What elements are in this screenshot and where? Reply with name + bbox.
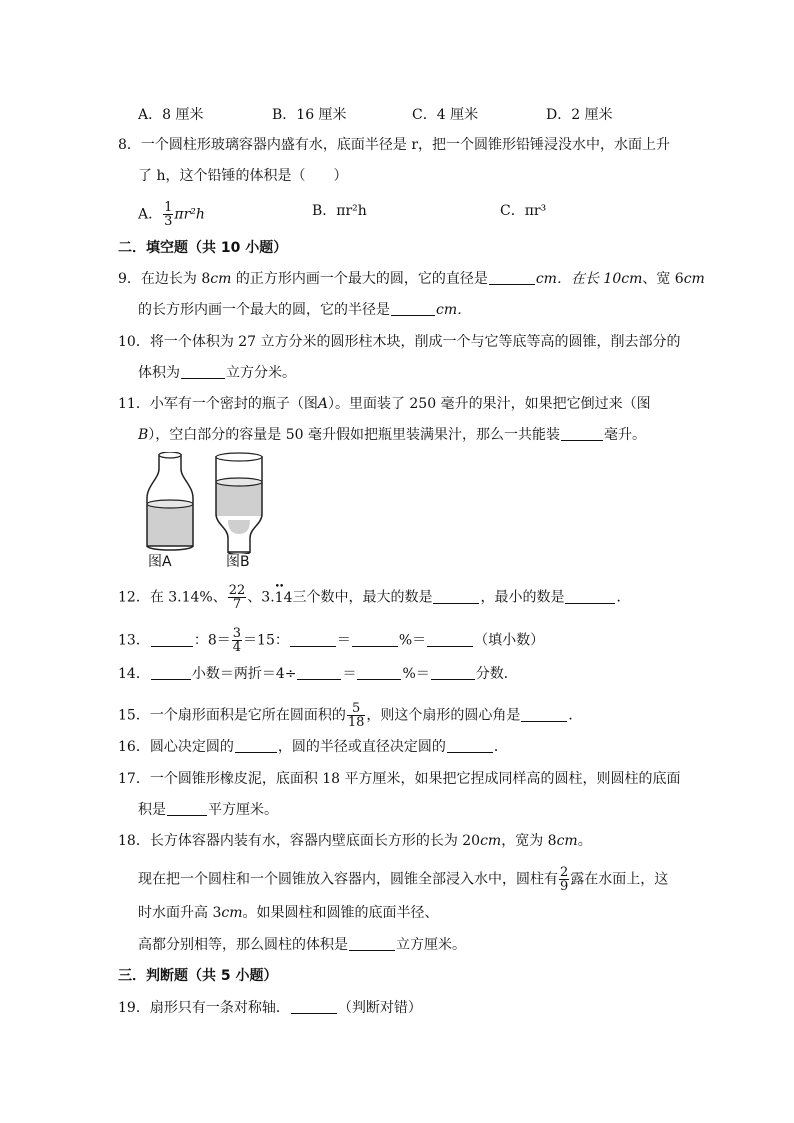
denominator: 9 <box>560 879 569 894</box>
text: （填小数） <box>474 632 545 649</box>
numerator: 5 <box>347 702 366 716</box>
q7-option-c: C．4 厘米 <box>412 107 479 123</box>
figure-a-label: 图A <box>148 554 172 570</box>
text: 平方厘米。 <box>208 802 278 818</box>
text: 的长方形内画一个最大的圆，它的半径是 <box>138 302 390 318</box>
text: 16．圆心决定圆的 <box>118 739 234 755</box>
answer-blank[interactable] <box>447 738 493 753</box>
q11-line1 <box>118 394 651 414</box>
text: 18．长方体容器内装有水，容器内壁底面长方形的长为 20 <box>118 833 481 849</box>
text: cm．在长 10 <box>535 271 622 287</box>
bottle-figure <box>136 452 276 554</box>
text: 15．一个扇形面积是它所在圆面积的 <box>118 707 346 724</box>
text: （判断对错） <box>337 1000 422 1016</box>
q18-line1 <box>118 831 592 851</box>
figure-b-label: 图B <box>226 554 250 570</box>
q8-option-c: C．πr³ <box>500 203 547 219</box>
unit: cm <box>210 271 232 287</box>
q18-line3 <box>138 903 438 923</box>
fraction <box>228 584 247 611</box>
answer-blank[interactable] <box>565 589 615 604</box>
fraction <box>347 702 366 729</box>
denominator: 18 <box>347 715 365 730</box>
text: ＝15： <box>243 632 289 649</box>
text: 露在水面上，这 <box>570 871 669 888</box>
answer-blank[interactable] <box>151 632 193 647</box>
text: ，则这个扇形的圆心角是 <box>366 707 521 724</box>
text: %＝ <box>398 632 427 649</box>
answer-blank[interactable] <box>391 301 435 316</box>
q8-option-a-prefix: A． <box>138 206 163 223</box>
text: 积是 <box>138 802 166 818</box>
q9-line1 <box>118 269 705 289</box>
numerator: 22 <box>228 583 246 598</box>
q11-line2 <box>138 425 646 445</box>
q17-line1: 17．一个圆锥形橡皮泥，底面积 18 平方厘米，如果把它捏成同样高的圆柱，则圆柱的底面 <box>118 771 681 787</box>
text: ＝ <box>342 666 357 682</box>
text: 、宽 6 <box>642 271 684 287</box>
denominator: 4 <box>232 640 242 655</box>
text: 14． <box>118 666 150 682</box>
text: ． <box>616 589 631 606</box>
bottle-a-drawing <box>147 452 193 550</box>
answer-blank[interactable] <box>349 936 395 951</box>
text: ，宽为 8 <box>501 833 557 849</box>
q8-option-a-formula: πr²h <box>174 206 205 223</box>
q8-line2: 了 h，这个铅锤的体积是（ ） <box>138 168 348 184</box>
text: 现在把一个圆柱和一个圆锥放入容器内，圆锥全部浸入水中，圆柱有 <box>138 871 558 888</box>
q12-line <box>118 584 630 611</box>
q17-line2 <box>138 800 278 820</box>
q18-line2 <box>138 866 668 893</box>
repeating-decimal: •• 14 <box>275 588 293 608</box>
text: 小数＝两折＝4÷ <box>191 666 297 682</box>
q19-line <box>118 998 422 1018</box>
q7-option-d: D．2 厘米 <box>546 107 613 123</box>
answer-blank[interactable] <box>489 270 535 285</box>
answer-blank[interactable] <box>433 589 479 604</box>
unit: cm <box>480 833 502 849</box>
answer-blank[interactable] <box>151 665 191 680</box>
q8-line1: 8．一个圆柱形玻璃容器内盛有水，底面半径是 r，把一个圆锥形铅锤浸没水中，水面上升 <box>118 137 671 153</box>
unit: cm <box>683 271 705 287</box>
text: 。 <box>577 833 592 849</box>
text: 体积为 <box>138 365 180 381</box>
section-title-fill-blank: 二．填空题（共 10 小题） <box>118 240 288 256</box>
q10-line1: 10．将一个体积为 27 立方分米的圆形柱木块，削成一个与它等底等高的圆锥，削去部分的 <box>118 334 681 350</box>
q8-option-b: B．πr²h <box>312 203 367 219</box>
text: ＝ <box>336 632 351 649</box>
fraction <box>163 201 173 228</box>
text: 12．在 3.14%、 <box>118 589 227 606</box>
fraction <box>559 866 569 893</box>
q15-line <box>118 702 582 729</box>
text: 立方分米。 <box>226 365 296 381</box>
text: 19．扇形只有一条对称轴． <box>118 1000 290 1016</box>
answer-blank[interactable] <box>235 738 277 753</box>
denominator: 7 <box>232 597 242 612</box>
numerator: 2 <box>560 865 569 880</box>
answer-blank[interactable] <box>181 364 225 379</box>
q16-line <box>118 737 508 757</box>
answer-blank[interactable] <box>521 707 567 722</box>
text: ，圆的半径或直径决定圆的 <box>277 739 446 755</box>
text: 时水面升高 3 <box>138 905 222 921</box>
figure-ref: A <box>317 396 328 412</box>
denominator: 3 <box>164 214 173 229</box>
text: 高都分别相等，那么圆柱的体积是 <box>138 937 348 953</box>
bottle-b-drawing <box>216 453 262 554</box>
text: 立方厘米。 <box>396 937 466 953</box>
text: ）。里面装了 250 毫升的果汁，如果把它倒过来（图 <box>327 396 651 412</box>
q8-option-a <box>138 201 205 228</box>
text: %＝ <box>402 666 430 682</box>
q14-line <box>118 664 518 684</box>
unit: cm <box>556 833 578 849</box>
answer-blank[interactable] <box>427 632 473 647</box>
answer-blank[interactable] <box>290 632 336 647</box>
q7-option-b: B．16 厘米 <box>272 107 347 123</box>
text: ：8＝ <box>193 632 231 649</box>
answer-blank[interactable] <box>561 426 603 441</box>
fraction <box>232 627 242 654</box>
q9-line2 <box>138 300 471 320</box>
numerator: 3 <box>232 626 242 641</box>
answer-blank[interactable] <box>352 632 398 647</box>
answer-blank[interactable] <box>357 665 401 680</box>
answer-blank[interactable] <box>431 665 475 680</box>
text: ），空白部分的容量是 50 毫升假如把瓶里装满果汁，那么一共能装 <box>148 427 561 443</box>
q7-option-a: A．8 厘米 <box>138 107 204 123</box>
figure-ref: B <box>138 427 149 443</box>
text: ． <box>568 707 583 724</box>
unit: cm <box>621 271 643 287</box>
text: 13． <box>118 632 150 649</box>
text: ． <box>493 739 508 755</box>
text: 三个数中，最大的数是 <box>292 589 433 606</box>
answer-blank[interactable] <box>291 999 337 1014</box>
text: 毫升。 <box>604 427 647 443</box>
text: 、3. <box>247 589 275 606</box>
text: 。如果圆柱和圆锥的底面半径、 <box>242 905 439 921</box>
q10-line2 <box>138 363 296 383</box>
q13-line <box>118 627 544 654</box>
numerator: 1 <box>164 200 173 215</box>
section-title-true-false: 三．判断题（共 5 小题） <box>118 968 278 984</box>
answer-blank[interactable] <box>167 801 207 816</box>
unit: cm． <box>436 302 472 318</box>
text: ，最小的数是 <box>480 589 565 606</box>
text: 11．小军有一个密封的瓶子（图 <box>118 396 318 412</box>
answer-blank[interactable] <box>297 665 341 680</box>
text: 的正方形内画一个最大的圆，它的直径是 <box>231 271 488 287</box>
unit: cm <box>221 905 243 921</box>
text: 9．在边长为 8 <box>118 271 211 287</box>
q18-line4 <box>138 935 466 955</box>
text: 分数． <box>475 666 518 682</box>
